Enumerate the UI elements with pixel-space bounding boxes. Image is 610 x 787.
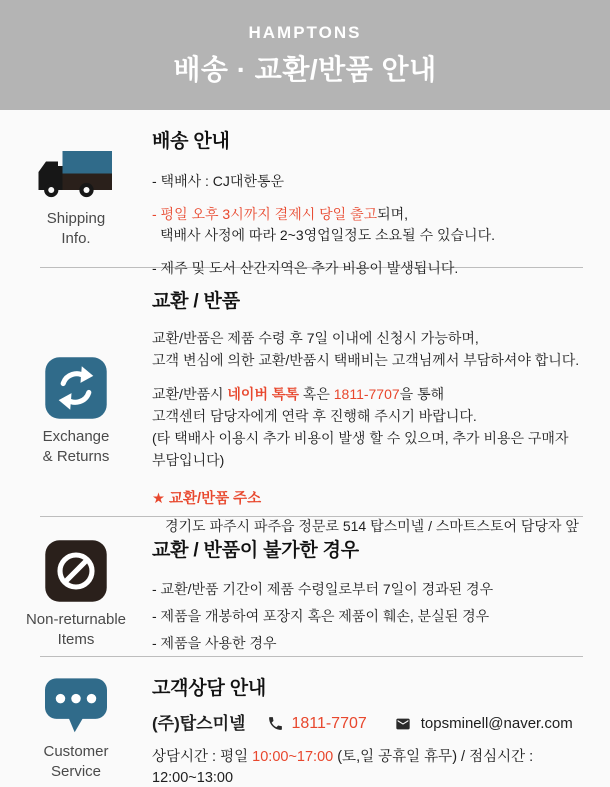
non-returnable-content (152, 535, 610, 656)
shipping-cutoff-highlight: - 평일 오후 3시까지 결제시 당일 출고 (152, 206, 378, 222)
section-exchange-returns (0, 268, 610, 534)
contact-line (152, 713, 584, 734)
shipping-caption (47, 209, 105, 249)
customer-service-caption (43, 742, 108, 782)
non-returnable-caption (26, 610, 126, 650)
exchange-policy-line2: 고객 변심에 의한 교환/반품시 택배비는 고객님께서 부담하셔야 합니다. (152, 352, 580, 368)
shipping-content (152, 126, 610, 276)
return-address-heading: ★ 교환/반품 주소 (152, 491, 262, 507)
mail-icon (393, 716, 413, 732)
page-header (0, 0, 610, 110)
non-returnable-item: - 교환/반품 기간이 제품 수령일로부터 7일이 경과된 경우 (152, 581, 494, 597)
shipping-caption-line1: Shipping (46, 210, 106, 227)
shipping-delay-line: 택배사 사정에 따라 2~3영업일정도 소요될 수 있습니다. (160, 227, 495, 243)
return-address: 경기도 파주시 파주읍 정문로 514 탑스미넬 / 스마트스토어 담당자 앞 (165, 518, 579, 534)
non-returnable-caption-line2: Items (57, 631, 95, 648)
customer-service-heading: 고객상담 안내 (152, 678, 267, 699)
exchange-policy-line1: 교환/반품은 제품 수령 후 7일 이내에 신청시 가능하며, (152, 330, 479, 346)
exchange-heading: 교환 / 반품 (152, 291, 240, 312)
exchange-policy-paragraph (152, 327, 584, 371)
sync-arrows-icon (44, 356, 108, 420)
phone-number: 1811-7707 (291, 715, 367, 732)
non-returnable-heading: 교환 / 반품이 불가한 경우 (152, 540, 359, 561)
customer-service-caption-line1: Customer (43, 743, 109, 760)
exchange-contact-post: 을 통해 (399, 386, 445, 402)
shipping-icon-block (0, 126, 152, 267)
hours-post: (토,일 공휴일 휴무) / 점심시간 : 12:00~13:00 (152, 749, 534, 786)
exchange-content (152, 286, 610, 534)
exchange-contact-pre: 교환/반품시 (152, 386, 228, 402)
shipping-cutoff-line (152, 204, 584, 246)
exchange-contact-line3: (타 택배사 이용시 추가 비용이 발생 할 수 있으며, 추가 비용은 구매자 부담입니다) (152, 430, 569, 468)
non-returnable-caption-line1: Non-returnable (25, 611, 127, 628)
shipping-caption-line2: Info. (61, 230, 91, 247)
customer-service-content (152, 673, 610, 785)
no-entry-icon (44, 539, 108, 603)
section-shipping (0, 110, 610, 276)
exchange-caption-line1: Exchange (42, 428, 110, 445)
naver-talktalk-highlight: 네이버 톡톡 (227, 386, 299, 402)
section-customer-service (0, 657, 610, 785)
exchange-contact-paragraph (152, 383, 584, 471)
exchange-phone-highlight: 1811-7707 (333, 386, 400, 402)
email-address: topsminell@naver.com (420, 715, 573, 732)
non-returnable-item: - 제품을 개봉하여 포장지 혹은 제품이 훼손, 분실된 경우 (152, 608, 490, 624)
hours-highlight: 10:00~17:00 (252, 749, 334, 765)
customer-service-icon-block (0, 673, 152, 785)
exchange-contact-line2: 고객센터 담당자에게 연락 후 진행해 주시기 바랍니다. (152, 408, 477, 424)
chat-bubble-icon (42, 673, 110, 735)
hours-pre: 상담시간 : 평일 (152, 749, 253, 765)
exchange-icon-block (0, 286, 152, 516)
truck-icon (37, 148, 115, 202)
exchange-caption (43, 427, 110, 467)
exchange-contact-mid: 혹은 (298, 386, 334, 402)
non-returnable-item: - 제품을 사용한 경우 (152, 635, 277, 651)
customer-service-caption-line2: Service (50, 763, 102, 780)
non-returnable-icon-block (0, 535, 152, 656)
company-name: (주)탑스미넬 (152, 714, 246, 733)
hours-line (152, 747, 584, 787)
page-title: 배송 · 교환/반품 안내 (173, 53, 437, 85)
section-non-returnable (0, 517, 610, 656)
brand-name: HAMPTONS (248, 22, 362, 42)
shipping-cutoff-rest: 되며, (377, 206, 409, 222)
phone-icon (267, 715, 284, 732)
shipping-courier-line: - 택배사 : CJ대한통운 (152, 173, 284, 189)
shipping-heading: 배송 안내 (152, 131, 230, 152)
exchange-caption-line2: & Returns (42, 448, 110, 465)
shipping-remote-line: - 제주 및 도서 산간지역은 추가 비용이 발생됩니다. (152, 260, 459, 276)
